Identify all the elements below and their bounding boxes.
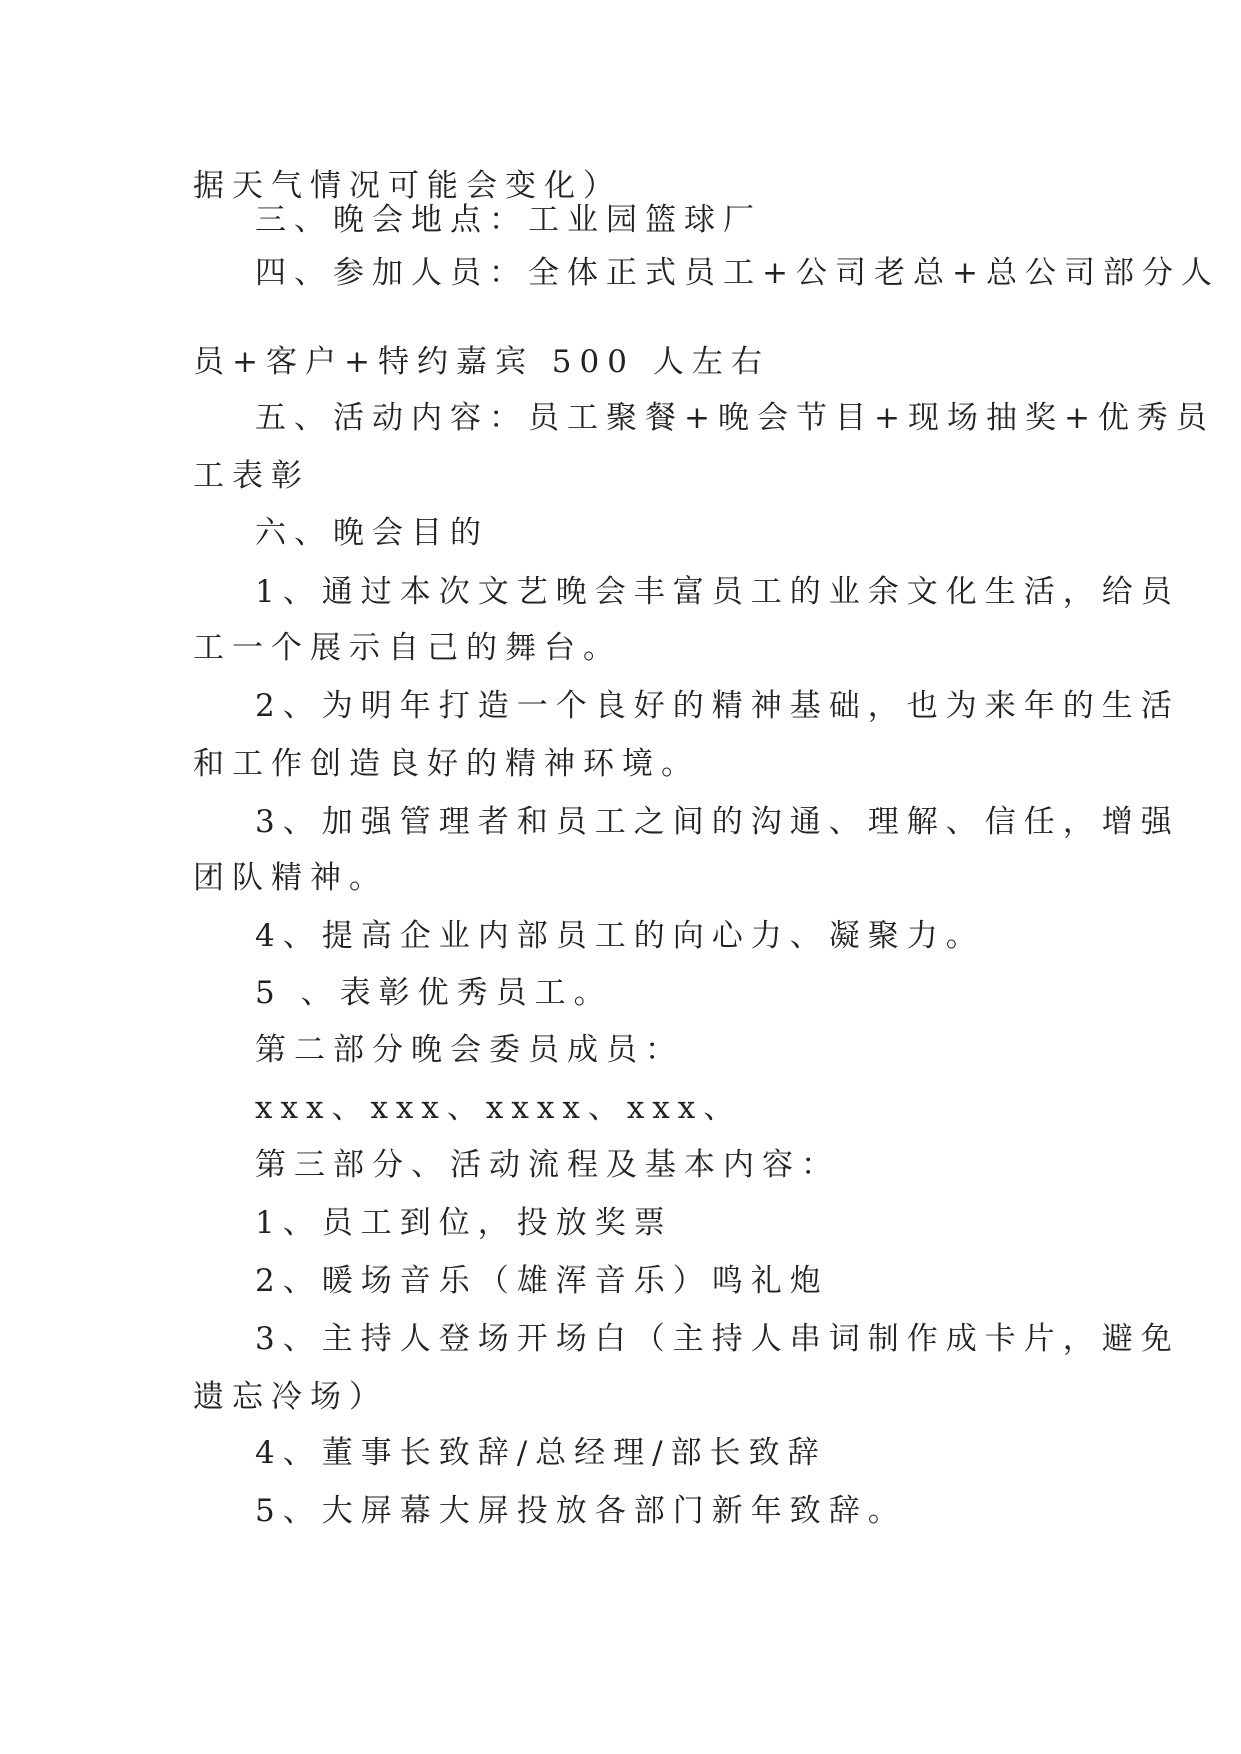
text-line: 2、为明年打造一个良好的精神基础，也为来年的生活 bbox=[255, 688, 1180, 724]
text-line: 4、董事长致辞/总经理/部长致辞 bbox=[255, 1435, 827, 1471]
text-line: 五、活动内容：员工聚餐+晚会节目+现场抽奖+优秀员 bbox=[255, 400, 1215, 436]
text-line: 和工作创造良好的精神环境。 bbox=[193, 746, 700, 782]
text-line: 4、提高企业内部员工的向心力、凝聚力。 bbox=[255, 918, 985, 954]
text-line: 团队精神。 bbox=[193, 860, 388, 896]
text-line: 2、暖场音乐（雄浑音乐）鸣礼炮 bbox=[255, 1263, 829, 1299]
text-line: 5 、表彰优秀员工。 bbox=[255, 975, 613, 1011]
text-line: 工一个展示自己的舞台。 bbox=[193, 630, 622, 666]
text-line: 3、加强管理者和员工之间的沟通、理解、信任，增强 bbox=[255, 804, 1180, 840]
text-line: 第二部分晚会委员成员： bbox=[255, 1032, 684, 1068]
text-line: 员+客户+特约嘉宾 500 人左右 bbox=[193, 344, 770, 380]
text-line: 5、大屏幕大屏投放各部门新年致辞。 bbox=[255, 1493, 907, 1529]
text-line: 据天气情况可能会变化） bbox=[193, 168, 622, 204]
text-line: xxx、xxx、xxxx、xxx、 bbox=[255, 1090, 743, 1126]
text-line: 三、晚会地点：工业园篮球厂 bbox=[255, 202, 762, 238]
text-line: 四、参加人员：全体正式员工+公司老总+总公司部分人 bbox=[255, 255, 1220, 291]
text-line: 3、主持人登场开场白（主持人串词制作成卡片，避免 bbox=[255, 1321, 1180, 1357]
text-line: 六、晚会目的 bbox=[255, 515, 489, 551]
text-line: 工表彰 bbox=[193, 458, 310, 494]
text-line: 1、通过本次文艺晚会丰富员工的业余文化生活，给员 bbox=[255, 574, 1180, 610]
text-line: 遗忘冷场） bbox=[193, 1379, 388, 1415]
text-line: 1、员工到位，投放奖票 bbox=[255, 1205, 673, 1241]
text-line: 第三部分、活动流程及基本内容： bbox=[255, 1147, 840, 1183]
